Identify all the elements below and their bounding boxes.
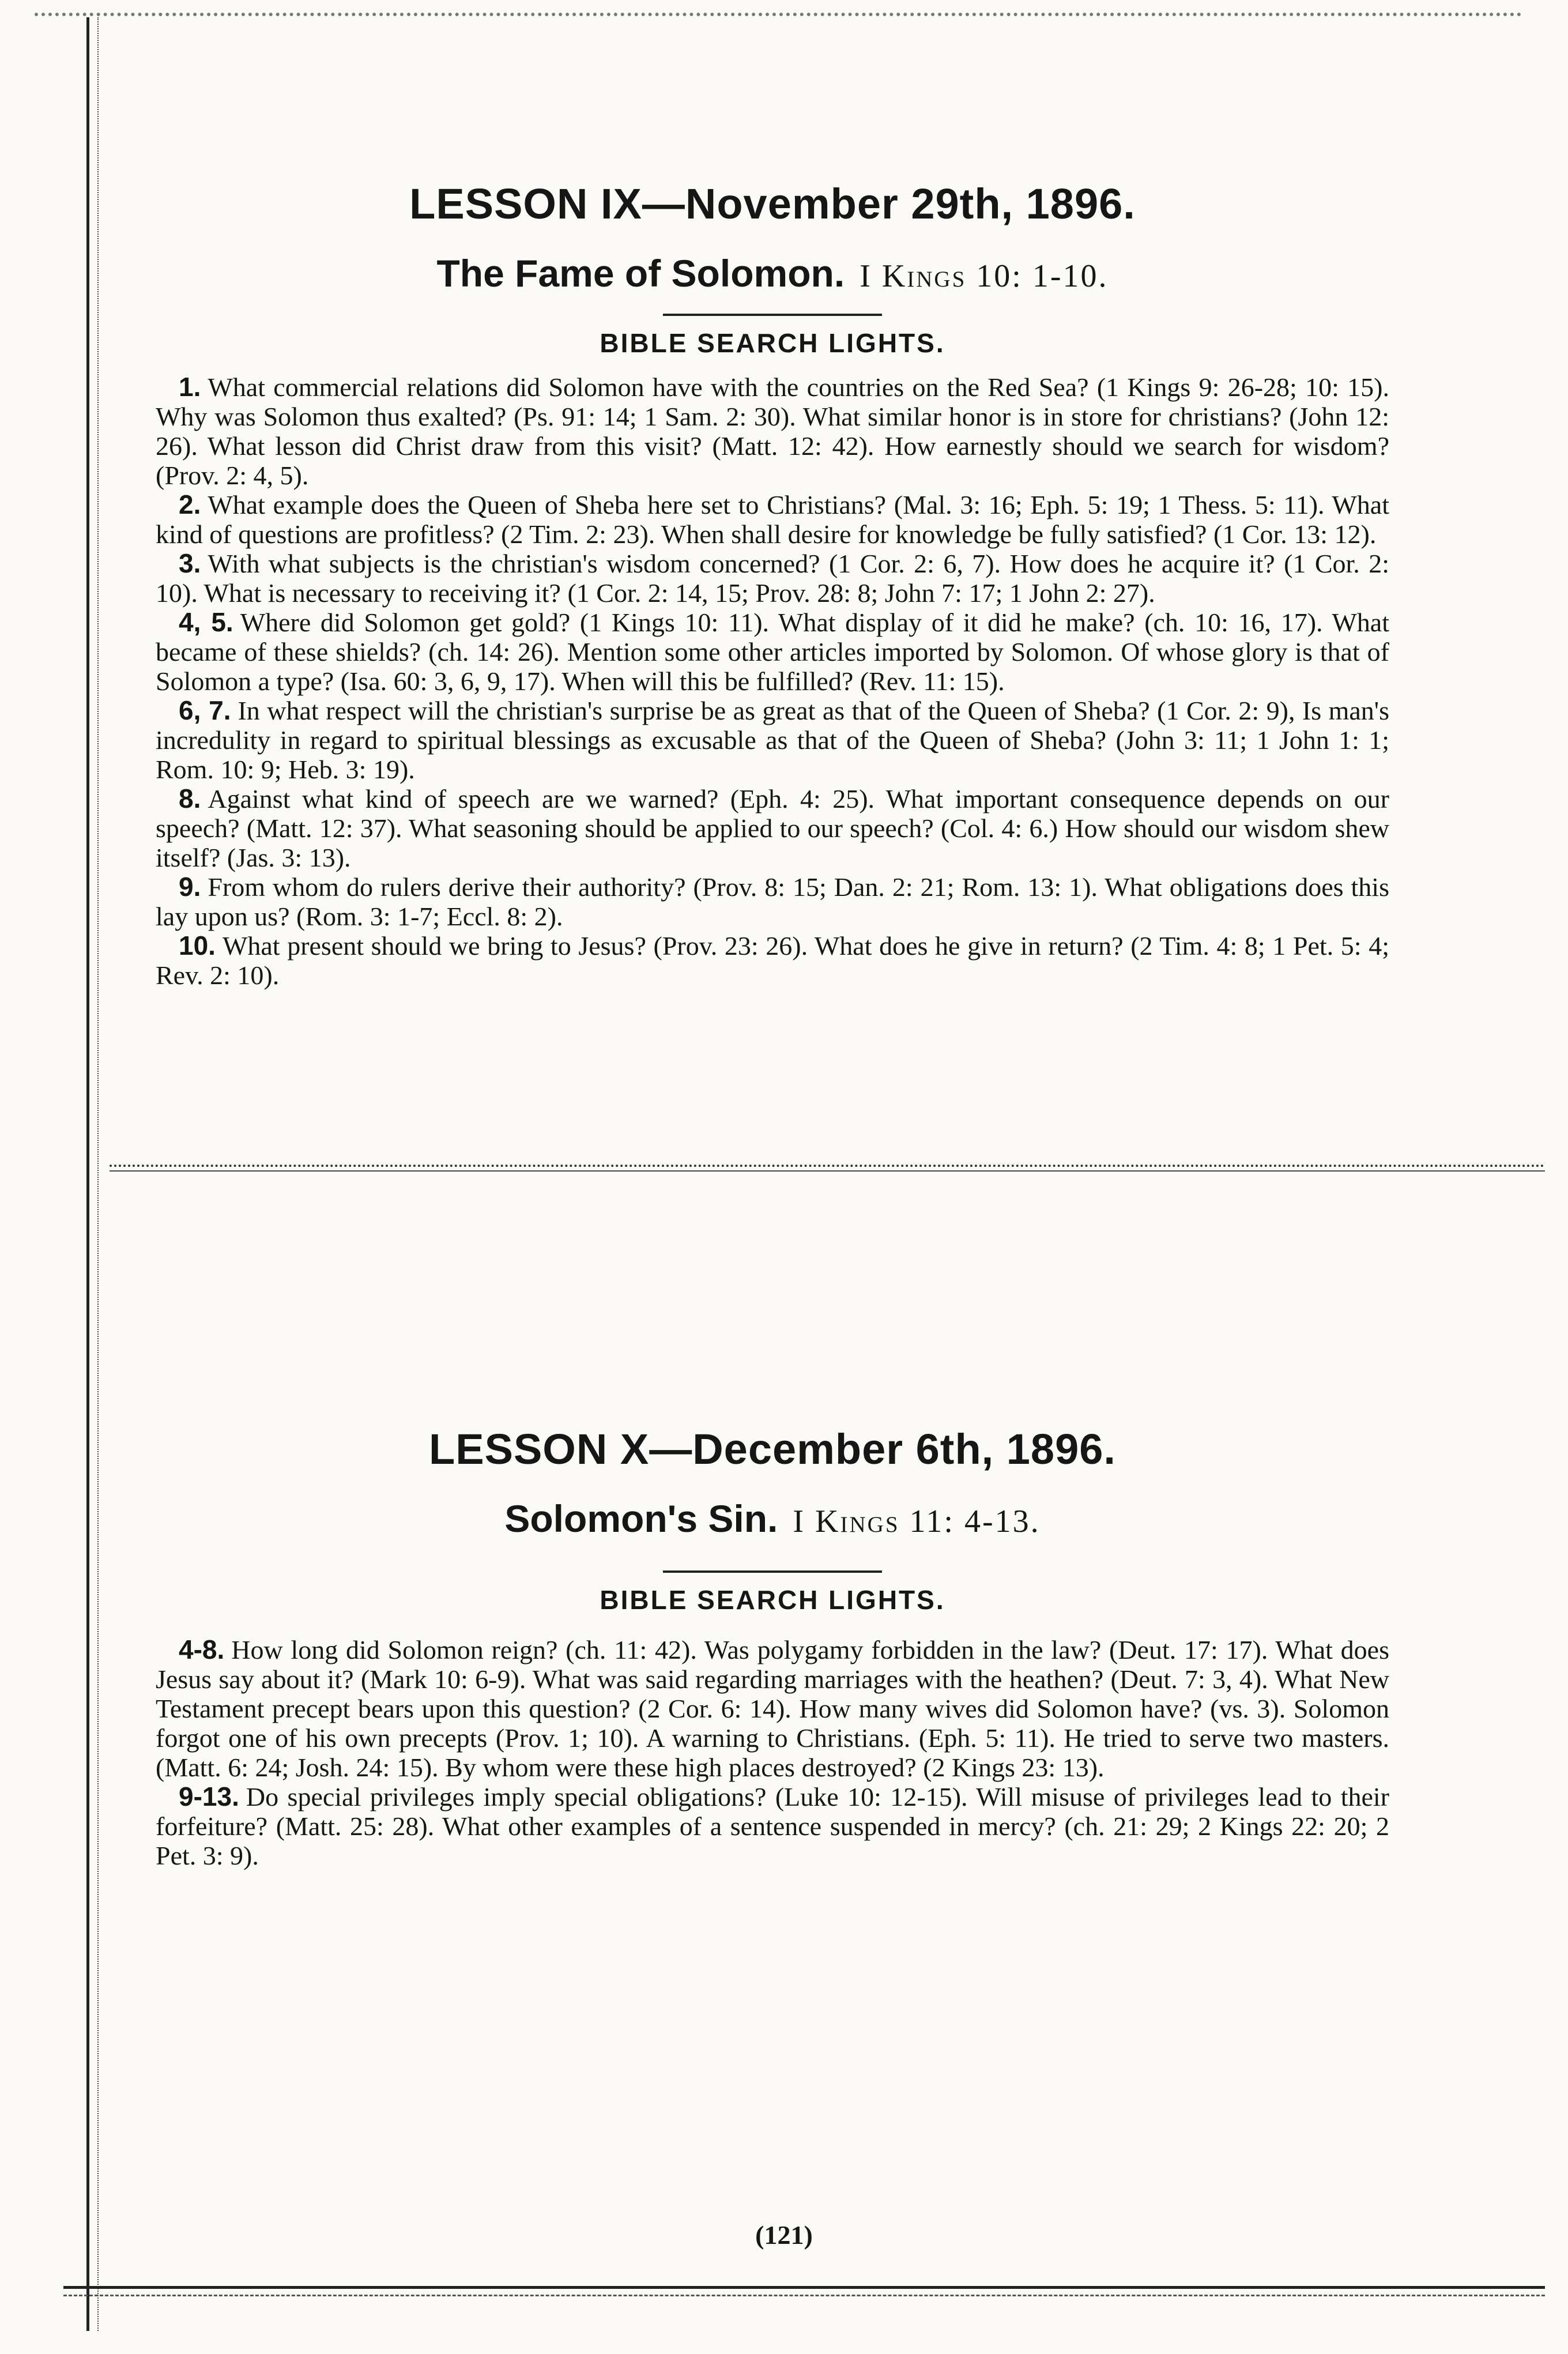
item-text: In what respect will the christian's surprise be as great as that of the Queen of Sheba? (1 Cor. 2: 9), Is man's incredulity in regard to spiritual blessings as excusable as that of the Queen of Sheba? (John 3: 11; 1 John 1: 1; Rom. 10: 9; Heb. 3: 19).	[156, 695, 1389, 784]
question-item	[156, 931, 1389, 990]
item-text: How long did Solomon reign? (ch. 11: 42). Was polygamy forbidden in the law? (Deut. 17: 17). What does Jesus say about it? (Mark 10: 6-9). What was said regarding marriages with the heathen? (Deut. 7: 3, 4). What New Testament precept bears upon this question? (2 Cor. 6: 14). How many wives did Solomon have? (vs. 3). Solomon forgot one of his own precepts (Prov. 1; 10). A warning to Christians. (Eph. 5: 11). He tried to serve two masters. (Matt. 6: 24; Josh. 24: 15). By whom were these high places destroyed? (2 Kings 23: 13).	[156, 1634, 1389, 1782]
lesson-ix	[156, 179, 1389, 990]
item-text: Do special privileges imply special obligations? (Luke 10: 12-15). Will misuse of privileges lead to their forfeiture? (Matt. 25: 28). What other examples of a sentence suspended in mercy? (ch. 21: 29; 2 Kings 22: 20; 2 Pet. 3: 9).	[156, 1781, 1389, 1870]
item-text: What example does the Queen of Sheba here set to Christians? (Mal. 3: 16; Eph. 5: 19; 1 Thess. 5: 11). What kind of questions are profitless? (2 Tim. 2: 23). When shall desire for knowledge be fully satisfied? (1 Cor. 13: 12).	[156, 489, 1389, 549]
item-number: 4, 5.	[179, 607, 233, 637]
lesson-subtitle-line	[156, 1496, 1389, 1542]
scripture-reference: I Kings 10: 1-10.	[860, 258, 1109, 294]
item-text: With what subjects is the christian's wisdom concerned? (1 Cor. 2: 6, 7). How does he acquire it? (1 Cor. 2: 10). What is necessary to receiving it? (1 Cor. 2: 14, 15; Prov. 28: 8; John 7: 17; 1 John 2: 27).	[156, 548, 1389, 608]
item-text: From whom do rulers derive their authority? (Prov. 8: 15; Dan. 2: 21; Rom. 13: 1). What obligations does this lay upon us? (Rom. 3: 1-7; Eccl. 8: 2).	[156, 872, 1389, 931]
top-edge-artifact	[35, 13, 1522, 16]
question-item	[156, 490, 1389, 549]
item-text: Where did Solomon get gold? (1 Kings 10: 11). What display of it did he make? (ch. 10: 16, 17). What became of these shields? (ch. 14: 26). Mention some other articles imported by Solomon. Of whose glory is that of Solomon a type? (Isa. 60: 3, 6, 9, 17). When will this be fulfilled? (Rev. 11: 15).	[156, 607, 1389, 696]
heading-rule	[663, 314, 882, 316]
question-item	[156, 872, 1389, 931]
page-number: (121)	[755, 2220, 813, 2250]
item-number: 9-13.	[179, 1781, 239, 1811]
question-item	[156, 1635, 1389, 1782]
item-text: What commercial relations did Solomon have with the countries on the Red Sea? (1 Kings 9: 26-28; 10: 15). Why was Solomon thus exalted? (Ps. 91: 14; 1 Sam. 2: 30). What similar honor is in store for christians? (John 12: 26). What lesson did Christ draw from this visit? (Matt. 12: 42). How earnestly should we search for wisdom? (Prov. 2: 4, 5).	[156, 372, 1389, 490]
item-number: 4-8.	[179, 1634, 225, 1664]
question-item	[156, 1782, 1389, 1870]
lesson-subtitle: The Fame of Solomon.	[436, 251, 845, 295]
item-number: 2.	[179, 489, 201, 519]
lesson-divider	[110, 1165, 1545, 1172]
bottom-edge-rule	[63, 2286, 1545, 2296]
item-number: 1.	[179, 371, 201, 402]
lesson-x	[156, 1424, 1389, 1870]
page-binding-edge	[86, 17, 99, 2331]
question-item	[156, 696, 1389, 784]
scripture-reference: I Kings 11: 4-13.	[793, 1503, 1041, 1539]
question-item	[156, 372, 1389, 490]
item-number: 8.	[179, 783, 201, 813]
item-number: 10.	[179, 930, 216, 961]
section-heading: BIBLE SEARCH LIGHTS.	[600, 1584, 945, 1615]
item-number: 6, 7.	[179, 695, 231, 725]
heading-rule	[663, 1570, 882, 1573]
item-number: 9.	[179, 871, 201, 902]
lesson-title: LESSON IX—November 29th, 1896.	[409, 180, 1136, 228]
lesson-subtitle: Solomon's Sin.	[504, 1497, 778, 1540]
question-item	[156, 549, 1389, 608]
lesson-title: LESSON X—December 6th, 1896.	[429, 1425, 1116, 1473]
item-text: Against what kind of speech are we warned? (Eph. 4: 25). What important consequence depends on our speech? (Matt. 12: 37). What seasoning should be applied to our speech? (Col. 4: 6.) How should our wisdom shew itself? (Jas. 3: 13).	[156, 784, 1389, 872]
section-heading: BIBLE SEARCH LIGHTS.	[600, 327, 945, 358]
lesson-subtitle-line	[156, 251, 1389, 296]
item-text: What present should we bring to Jesus? (Prov. 23: 26). What does he give in return? (2 Tim. 4: 8; 1 Pet. 5: 4; Rev. 2: 10).	[156, 931, 1389, 990]
question-item	[156, 784, 1389, 872]
item-number: 3.	[179, 548, 201, 578]
question-item	[156, 608, 1389, 696]
